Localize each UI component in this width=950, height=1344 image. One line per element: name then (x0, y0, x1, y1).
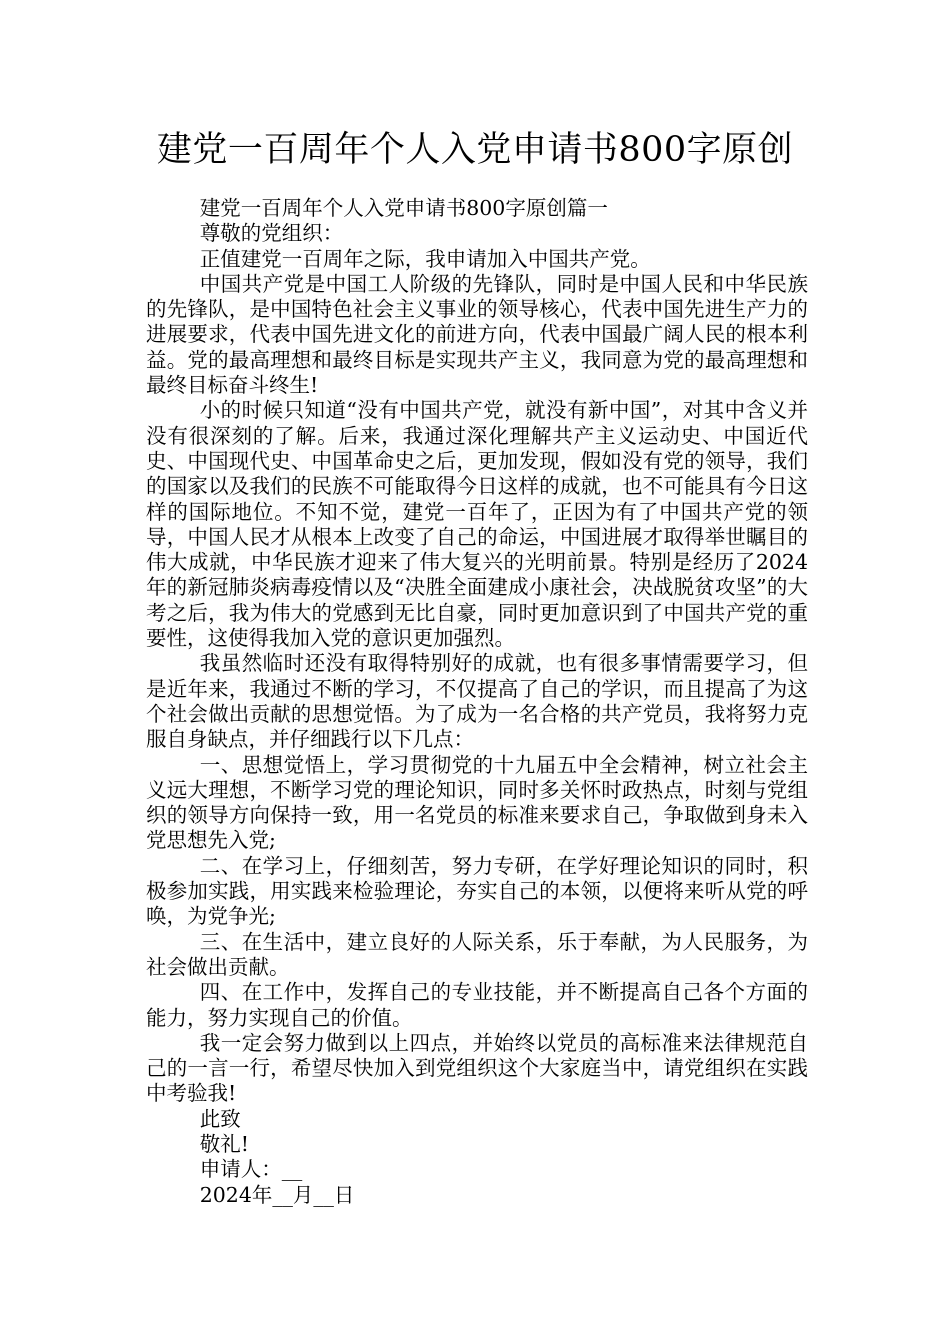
paragraph: 小的时候只知道“没有中国共产党，就没有新中国”，对其中含义并没有很深刻的了解。后来，我通过深化理解共产主义运动史、中国近代史、中国现代史、中国革命史之后，更加发现，假如没有党的领导，我们的国家以及我们的民族不可能取得今日这样的成就，也不可能具有今日这样的国际地位。不知不觉，建党一百年了，正因为有了中国共产党的领导，中国人民才从根本上改变了自己的命运，中国进展才取得举世瞩目的伟大成就，中华民族才迎来了伟大复兴的光明前景。特别是经历了2024年的新冠肺炎病毒疫情以及“决胜全面建成小康社会，决战脱贫攻坚”的大考之后，我为伟大的党感到无比自豪，同时更加意识到了中国共产党的重要性，这使得我加入党的意识更加强烈。 (146, 398, 808, 651)
paragraph: 我一定会努力做到以上四点，并始终以党员的高标准来法律规范自己的一言一行，希望尽快加入到党组织这个大家庭当中，请党组织在实践中考验我! (146, 1030, 808, 1106)
document-body (146, 196, 808, 1208)
closing: 此致 (199, 1106, 241, 1131)
regards: 敬礼! (199, 1131, 249, 1156)
paragraph: 四、在工作中，发挥自己的专业技能，并不断提高自己各个方面的能力，努力实现自己的价值。 (146, 980, 808, 1030)
paragraph: 正值建党一百周年之际，我申请加入中国共产党。 (199, 246, 651, 271)
document-title: 建党一百周年个人入党申请书800字原创 (156, 130, 794, 170)
document-subtitle: 建党一百周年个人入党申请书800字原创篇一 (199, 196, 608, 220)
paragraph: 二、在学习上，仔细刻苦，努力专研，在学好理论知识的同时，积极参加实践，用实践来检验理论，夯实自己的本领，以便将来听从党的呼唤，为党争光; (146, 853, 808, 929)
paragraph: 我虽然临时还没有取得特别好的成就，也有很多事情需要学习，但是近年来，我通过不断的学习，不仅提高了自己的学识，而且提高了为这个社会做出贡献的思想觉悟。为了成为一名合格的共产党员，我将努力克服自身缺点，并仔细践行以下几点： (146, 651, 808, 752)
paragraph: 中国共产党是中国工人阶级的先锋队，同时是中国人民和中华民族的先锋队，是中国特色社会主义事业的领导核心，代表中国先进生产力的进展要求，代表中国先进文化的前进方向，代表中国最广阔人民的根本利益。党的最高理想和最终目标是实现共产主义，我同意为党的最高理想和最终目标奋斗终生! (146, 271, 808, 398)
applicant-line: 申请人：__ (199, 1157, 303, 1182)
date-line: 2024年__月__日 (199, 1182, 355, 1207)
paragraph: 三、在生活中，建立良好的人际关系，乐于奉献，为人民服务，为社会做出贡献。 (146, 929, 808, 979)
paragraph: 一、思想觉悟上，学习贯彻党的十九届五中全会精神，树立社会主义远大理想，不断学习党的理论知识，同时多关怀时政热点，时刻与党组织的领导方向保持一致，用一名党员的标准来要求自己，争取做到身未入党思想先入党; (146, 752, 808, 853)
salutation: 尊敬的党组织： (199, 221, 344, 246)
